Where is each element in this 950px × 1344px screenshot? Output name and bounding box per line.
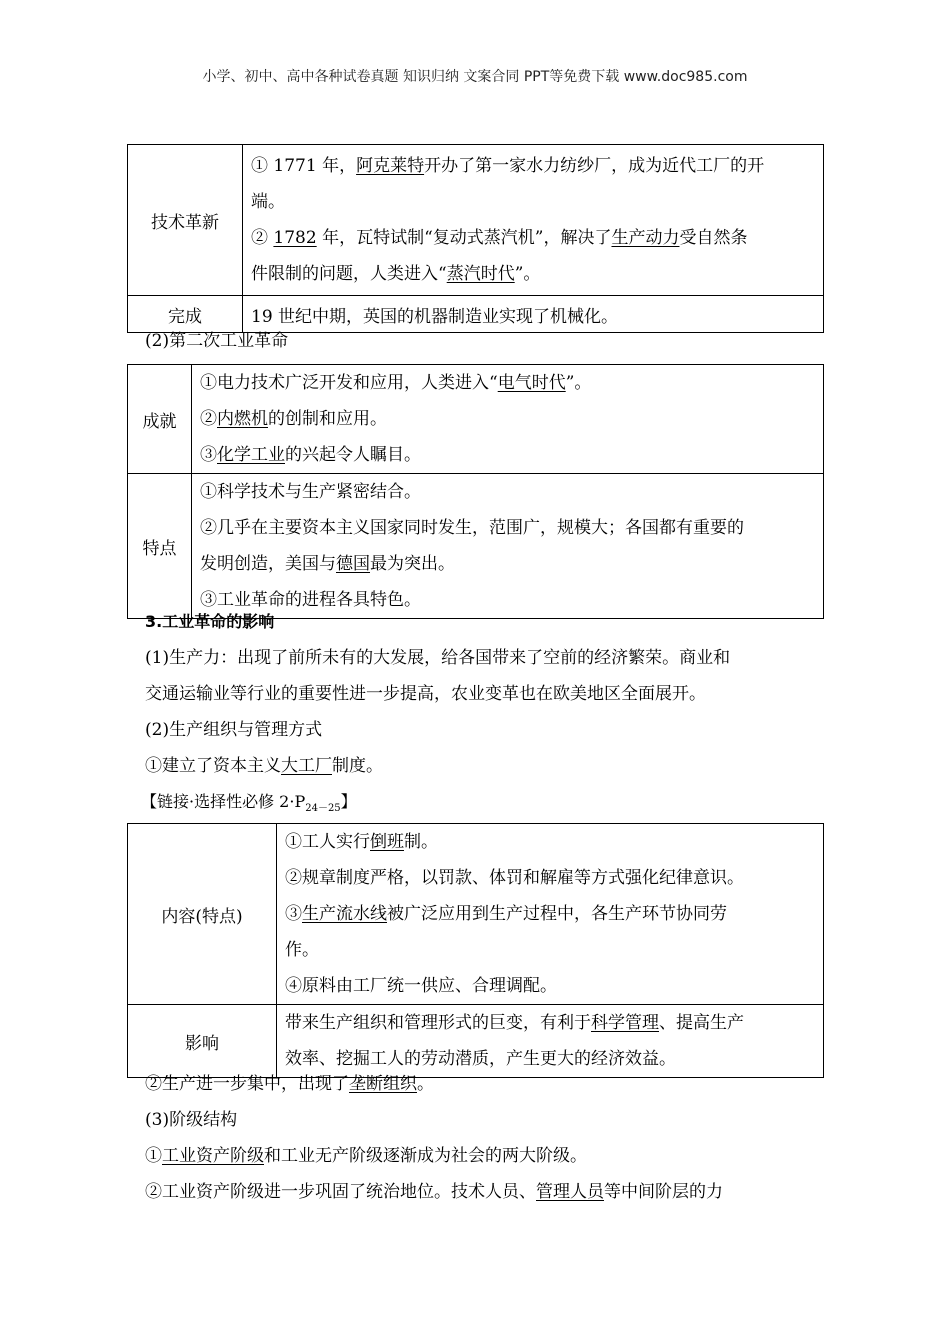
paragraph-line: 交通运输业等行业的重要性进一步提高，农业变革也在欧美地区全面展开。 xyxy=(145,684,706,704)
text: 【链接·选择性必修 2·P xyxy=(141,792,306,811)
row-label: 技术革新 xyxy=(128,145,243,296)
keyword: 倒班 xyxy=(370,832,404,852)
text: 的兴起令人瞩目。 xyxy=(285,445,421,465)
line: 作。 xyxy=(285,940,319,960)
page-range: 24－25 xyxy=(305,803,341,815)
text: 和工业无产阶级逐渐成为社会的两大阶级。 xyxy=(264,1146,587,1166)
text: ”。 xyxy=(565,373,592,393)
row-label: 特点 xyxy=(128,474,192,619)
text: 年，瓦特试制“复动式蒸汽机”，解决了 xyxy=(316,228,612,248)
text: ② xyxy=(200,409,217,429)
line: ③工业革命的进程各具特色。 xyxy=(200,590,421,610)
line xyxy=(285,1005,817,1041)
text: 制。 xyxy=(404,832,438,852)
line: 端。 xyxy=(251,192,285,212)
table-second-revolution xyxy=(127,364,824,619)
table-row xyxy=(128,474,824,619)
text: 受自然条 xyxy=(679,228,748,248)
section-heading: (2)第二次工业革命 xyxy=(145,331,289,351)
text: ① xyxy=(145,1146,162,1166)
text: 。 xyxy=(417,1074,434,1094)
text: 最为突出。 xyxy=(370,554,455,574)
line xyxy=(200,546,817,582)
line xyxy=(285,824,817,860)
text: ①电力技术广泛开发和应用，人类进入“ xyxy=(200,373,498,393)
keyword: 生产流水线 xyxy=(302,904,387,924)
line xyxy=(200,365,817,401)
line: 效率、挖掘工人的劳动潜质，产生更大的经济效益。 xyxy=(285,1049,676,1069)
row-label: 完成 xyxy=(128,296,243,333)
text: ①工人实行 xyxy=(285,832,370,852)
text: 】 xyxy=(340,792,357,811)
keyword: 大工厂 xyxy=(281,756,332,776)
table-row xyxy=(128,365,824,474)
page-header: 小学、初中、高中各种试卷真题 知识归纳 文案合同 PPT等免费下载 www.doc985.com xyxy=(202,69,748,85)
table-tech-innovation xyxy=(127,144,824,333)
row-content xyxy=(192,474,824,619)
text: ②工业资产阶级进一步巩固了统治地位。技术人员、 xyxy=(145,1182,536,1202)
text: 件限制的问题，人类进入“ xyxy=(251,264,447,284)
text: 开办了第一家水力纺纱厂，成为近代工厂的开 xyxy=(424,156,765,176)
row-label: 内容(特点) xyxy=(128,824,277,1005)
paragraph-line xyxy=(145,1138,587,1174)
text: 发明创造，美国与 xyxy=(200,554,336,574)
row-label: 成就 xyxy=(128,365,192,474)
line xyxy=(200,437,817,473)
text: 带来生产组织和管理形式的巨变，有利于 xyxy=(285,1013,591,1033)
table-factory-system xyxy=(127,823,824,1078)
paragraph-line xyxy=(145,1066,434,1102)
row-content xyxy=(277,824,824,1005)
keyword: 垄断组织 xyxy=(349,1074,417,1094)
text: 的创制和应用。 xyxy=(268,409,387,429)
text: ”。 xyxy=(514,264,541,284)
keyword: 化学工业 xyxy=(217,445,285,465)
text: ② xyxy=(251,228,274,248)
line xyxy=(251,256,817,292)
line: ①科学技术与生产紧密结合。 xyxy=(200,482,421,502)
keyword: 内燃机 xyxy=(217,409,268,429)
line xyxy=(251,220,817,256)
text: ③ xyxy=(200,445,217,465)
line: ②几乎在主要资本主义国家同时发生，范围广，规模大；各国都有重要的 xyxy=(200,518,744,538)
keyword: 阿克莱特 xyxy=(356,156,425,176)
row-label: 影响 xyxy=(128,1005,277,1078)
section-heading: 3.工业革命的影响 xyxy=(145,612,275,631)
paragraph-line: (2)生产组织与管理方式 xyxy=(145,720,323,740)
table-row xyxy=(128,145,824,296)
keyword: 科学管理 xyxy=(591,1013,659,1033)
paragraph-line xyxy=(145,1174,723,1210)
row-content xyxy=(192,365,824,474)
paragraph-line xyxy=(145,748,383,784)
line xyxy=(200,401,817,437)
keyword: 1782 xyxy=(273,228,317,248)
line xyxy=(285,896,817,932)
text: 制度。 xyxy=(332,756,383,776)
row-content: 19 世纪中期，英国的机器制造业实现了机械化。 xyxy=(243,296,824,333)
keyword: 工业资产阶级 xyxy=(162,1146,264,1166)
text: ① 1771 年， xyxy=(251,156,357,176)
text: ①建立了资本主义 xyxy=(145,756,281,776)
row-content xyxy=(243,145,824,296)
line: ②规章制度严格，以罚款、体罚和解雇等方式强化纪律意识。 xyxy=(285,868,744,888)
keyword: 电气时代 xyxy=(497,373,566,393)
keyword: 蒸汽时代 xyxy=(446,264,515,284)
text: 、提高生产 xyxy=(659,1013,744,1033)
line: ④原料由工厂统一供应、合理调配。 xyxy=(285,976,557,996)
paragraph-line: (3)阶级结构 xyxy=(145,1110,238,1130)
keyword: 生产动力 xyxy=(611,228,680,248)
text: ③ xyxy=(285,904,302,924)
keyword: 管理人员 xyxy=(536,1182,604,1202)
line xyxy=(251,148,817,184)
text: ②生产进一步集中，出现了 xyxy=(145,1074,349,1094)
table-row xyxy=(128,824,824,1005)
text: 被广泛应用到生产过程中，各生产环节协同劳 xyxy=(387,904,727,924)
link-note xyxy=(141,784,357,827)
paragraph-line: (1)生产力：出现了前所未有的大发展，给各国带来了空前的经济繁荣。商业和 xyxy=(145,648,731,668)
text: 等中间阶层的力 xyxy=(604,1182,723,1202)
keyword: 德国 xyxy=(336,554,370,574)
